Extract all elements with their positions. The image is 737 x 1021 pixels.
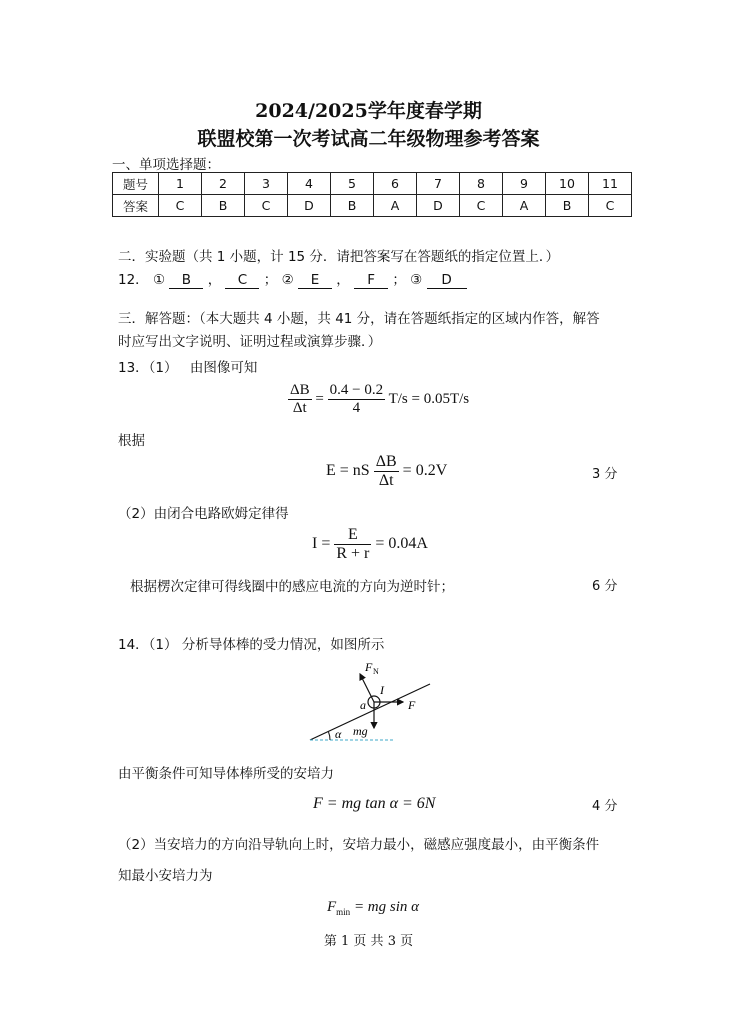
blank-marker-2: ② [281,272,294,288]
q-number: 1 [159,173,202,195]
answer-cell: D [288,195,331,217]
eq-tail: = 0.04A [375,535,428,553]
blank-answer-4: F [354,272,388,289]
eq-num: ΔB [290,382,310,398]
answer-cell: C [159,195,202,217]
answer-cell: D [417,195,460,217]
section1-heading: 一、单项选择题： [112,157,220,173]
eq-lhs: E = nS [326,462,370,480]
answer-table [112,172,632,217]
eq-den: Δt [292,400,307,416]
q13-part2-intro: （2）由闭合电路欧姆定律得 [118,506,289,522]
blank-answer-1: B [169,272,203,289]
q14-line [118,633,384,653]
q-number: 3 [245,173,288,195]
eq-den: Δt [378,472,394,489]
eq-lhs: I = [312,535,331,553]
score-q13-2: 6 分 [592,579,618,594]
eq-den: 4 [352,400,361,416]
separator: ， [207,272,222,288]
eq-den: R + r [336,545,370,562]
q-number: 2 [202,173,245,195]
answer-cell: A [503,195,546,217]
q14-line1: 由平衡条件可知导体棒所受的安培力 [118,766,334,782]
eq-num: ΔB [375,453,397,470]
separator: ； [263,272,278,288]
score-q14-1: 4 分 [592,799,618,814]
q-number: 8 [460,173,503,195]
q-number: 6 [374,173,417,195]
title-line-2: 联盟校第一次考试高二年级物理参考答案 [197,128,540,150]
answer-cell: C [589,195,632,217]
page-footer: 第 1 页 共 3 页 [323,934,414,949]
q-number: 4 [288,173,331,195]
q-number: 9 [503,173,546,195]
eq-rhs: = mg sin α [353,899,420,915]
equation-q14-2 [327,899,419,917]
score-q13-1: 3 分 [592,467,618,482]
incline-line [310,684,430,740]
q-number: 11 [589,173,632,195]
q14-part2-line1: （2）当安培力的方向沿导轨向上时，安培力最小，磁感应强度最小，由平衡条件 [118,837,600,853]
equation-q13-2 [326,453,447,490]
eq-sign: = [315,390,324,407]
section3-heading-2: 时应写出文字说明、证明过程或演算步骤．） [118,334,382,350]
separator: ， [336,272,350,288]
answer-cell: C [460,195,503,217]
row-label-number: 题号 [113,173,159,195]
answer-cell: B [331,195,374,217]
equation-q13-3 [312,526,428,563]
blank-answer-2: C [225,272,259,289]
answer-cell: B [546,195,589,217]
q-number: 5 [331,173,374,195]
eq-num: E [334,526,371,545]
answer-cell: A [374,195,417,217]
q12-answers [118,268,467,289]
q13-line [118,356,257,376]
eq-tail: T/s = 0.05T/s [388,390,470,407]
q13-basis: 根据 [118,433,145,449]
q-number: 7 [417,173,460,195]
point-a-label: a [360,698,366,712]
q13-label: 13．（1） [118,360,178,376]
q13-conclusion: 根据楞次定律可得线圈中的感应电流的方向为逆时针； [130,579,454,595]
q14-intro: 分析导体棒的受力情况，如图所示 [181,637,385,653]
table-row-numbers [113,173,632,195]
section2-heading: 二．实验题（共 1 小题，计 15 分．请把答案写在答题纸的指定位置上．） [118,249,560,265]
blank-marker-1: ① [152,272,166,288]
section3-heading-1: 三．解答题：（本大题共 4 小题，共 41 分，请在答题纸指定的区域内作答，解答 [118,311,600,327]
f-label: F [408,698,416,712]
answer-cell: C [245,195,288,217]
separator: ； [392,272,406,288]
answer-cell: B [202,195,245,217]
eq-lhs: F [327,899,337,915]
q14-label: 14．（1） [118,637,178,653]
q-number: 10 [546,173,589,195]
eq-tail: = 0.2V [402,462,448,480]
equation-q13-1 [288,382,469,417]
equation-q14-1: F = mg tan α = 6N [313,795,436,812]
blank-marker-3: ③ [410,272,423,288]
q13-intro: 由图像可知 [189,360,258,376]
table-row-answers [113,195,632,217]
mg-label: mg [353,724,368,738]
title-line-1: 2024/2025学年度春学期 [255,100,482,122]
q14-part2-line2: 知最小安培力为 [118,868,213,884]
current-label: I [380,683,384,697]
eq-subscript: min [336,907,351,917]
angle-arc [329,732,331,740]
eq-num: 0.4 − 0.2 [329,382,384,398]
alpha-label: α [335,727,342,741]
q12-label: 12． [118,272,149,288]
force-diagram [300,652,440,747]
fn-subscript: N [373,667,379,676]
row-label-answer: 答案 [113,195,159,217]
blank-answer-5: D [427,272,467,289]
fn-label: F [365,660,373,674]
blank-answer-3: E [298,272,332,289]
